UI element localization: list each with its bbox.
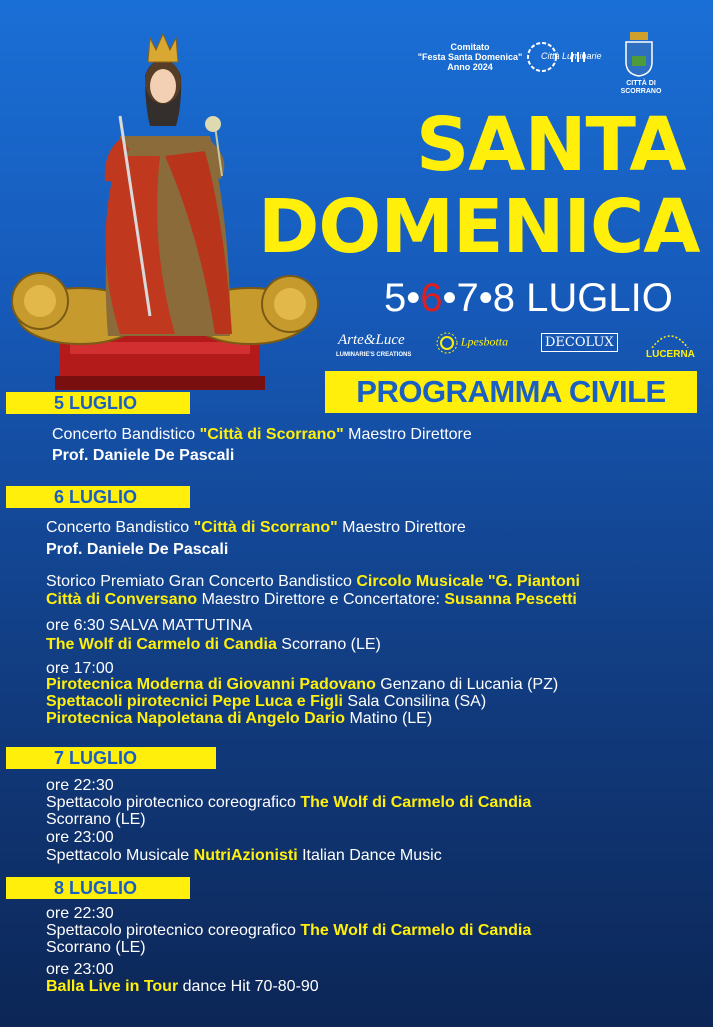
day-bar-7-luglio: 7 LUGLIO: [6, 747, 216, 769]
d6-l4a: Città di Conversano: [46, 591, 198, 608]
sponsor-arte-luce: Arte&Luce: [338, 332, 405, 348]
d5-l1a: Concerto Bandistico: [52, 426, 200, 443]
event-title-line-2: DOMENICA: [258, 184, 700, 270]
d7-l5c: Italian Dance Music: [297, 847, 442, 864]
crest-line-1: CITTÀ DI: [626, 80, 656, 87]
comitato-label: [410, 42, 530, 72]
d6-l3a: Storico Premiato Gran Concerto Bandistico: [46, 573, 357, 590]
day-bar-8-luglio: 8 LUGLIO: [6, 877, 190, 899]
d5-l1c: Maestro Direttore: [343, 426, 472, 443]
d7-l5a: Spettacolo Musicale: [46, 847, 194, 864]
d6-l1b: "Città di Scorrano": [193, 519, 338, 536]
d6-l9b: Sala Consilina (SA): [342, 693, 487, 710]
sponsor-lucerna: [646, 330, 695, 360]
dates-part-b: •7•8 LUGLIO: [442, 276, 673, 320]
d6-l8b: Genzano di Lucania (PZ): [375, 676, 559, 693]
d7-line-3: Scorrano (LE): [46, 811, 146, 828]
d6-l4c: Susanna Pescetti: [444, 591, 577, 608]
d6-line-10: [46, 710, 432, 727]
d5-line-2: Prof. Daniele De Pascali: [52, 447, 235, 464]
d8-l5a: Balla Live in Tour: [46, 978, 179, 995]
sponsor-arte-luce-sub: LUMINARIE'S CREATIONS: [336, 352, 412, 358]
sponsor-decolux: DECOLUX: [541, 333, 618, 352]
d5-line-1: [52, 426, 472, 443]
d6-l9a: Spettacoli pirotecnici Pepe Luca e Figli: [46, 693, 343, 710]
d6-l4b: Maestro Direttore e Concertatore:: [197, 591, 445, 608]
d6-l1a: Concerto Bandistico: [46, 519, 194, 536]
d6-l1c: Maestro Direttore: [337, 519, 466, 536]
sponsor-lpesbotta: [436, 332, 508, 354]
city-crest-icon: [622, 30, 656, 78]
dates-part-a: 5•: [384, 276, 421, 320]
lucerna-arch-icon: [648, 330, 692, 348]
d7-l2a: Spettacolo pirotecnico coreografico: [46, 794, 301, 811]
city-crest-label: [610, 80, 672, 96]
d8-line-5: [46, 978, 319, 995]
sponsor-lpesbotta-text: Lpesbotta: [460, 334, 509, 349]
d7-l5b: NutriAzionisti: [193, 847, 298, 864]
d7-line-5: [46, 847, 442, 864]
d5-l1b: "Città di Scorrano": [199, 426, 344, 443]
d6-line-5: ore 6:30 SALVA MATTUTINA: [46, 617, 253, 634]
event-title-line-1: SANTA: [416, 102, 686, 188]
d7-line-1: ore 22:30: [46, 777, 114, 794]
d6-l6b: Scorrano (LE): [276, 636, 381, 653]
citta-luminarie-text: Città Luminarie: [541, 51, 602, 61]
d6-line-2: Prof. Daniele De Pascali: [46, 541, 229, 558]
d8-line-3: Scorrano (LE): [46, 939, 146, 956]
comitato-line-1: Comitato: [450, 42, 490, 52]
d6-line-8: [46, 676, 558, 693]
d6-line-7: ore 17:00: [46, 660, 114, 677]
day-bar-5-luglio: 5 LUGLIO: [6, 392, 190, 414]
comitato-line-2: "Festa Santa Domenica": [417, 52, 523, 62]
d6-l8a: Pirotecnica Moderna di Giovanni Padovano: [46, 676, 376, 693]
d8-line-4: ore 23:00: [46, 961, 114, 978]
d6-l10b: Matino (LE): [345, 710, 433, 727]
d8-line-1: ore 22:30: [46, 905, 114, 922]
comitato-line-3: Anno 2024: [447, 62, 493, 72]
d6-l3b: Circolo Musicale "G. Piantoni: [356, 573, 580, 590]
event-dates: [384, 276, 673, 321]
sunburst-icon: [436, 332, 458, 354]
d7-line-2: [46, 794, 531, 811]
d8-line-2: [46, 922, 531, 939]
d8-l2a: Spettacolo pirotecnico coreografico: [46, 922, 301, 939]
d6-line-1: [46, 519, 466, 536]
crest-line-2: SCORRANO: [620, 88, 662, 95]
d6-line-6: [46, 636, 381, 653]
d6-l10a: Pirotecnica Napoletana di Angelo Dario: [46, 710, 346, 727]
d6-line-3: [46, 573, 580, 590]
d7-l2b: The Wolf di Carmelo di Candia: [300, 794, 532, 811]
day-bar-6-luglio: 6 LUGLIO: [6, 486, 190, 508]
d8-l2b: The Wolf di Carmelo di Candia: [300, 922, 532, 939]
dates-highlight: 6: [420, 276, 443, 320]
d6-l6a: The Wolf di Carmelo di Candia: [46, 636, 277, 653]
sponsor-lucerna-text: LUCERNA: [646, 349, 695, 360]
d7-line-4: ore 23:00: [46, 829, 114, 846]
programma-civile-title: PROGRAMMA CIVILE: [325, 371, 697, 413]
d6-line-9: [46, 693, 486, 710]
d8-l5b: dance Hit 70-80-90: [178, 978, 319, 995]
d6-line-4: [46, 591, 577, 608]
